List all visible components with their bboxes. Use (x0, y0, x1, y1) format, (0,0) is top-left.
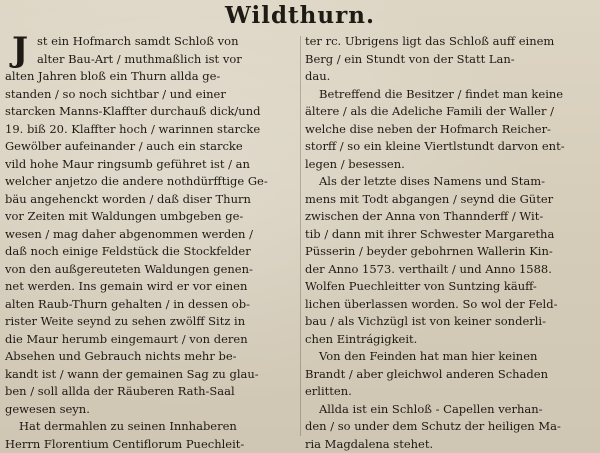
text-line: Wolfen Puechleitter von Suntzing käuff- (305, 279, 537, 293)
text-line: mens mit Todt abgangen / seynd die Güter (305, 191, 554, 206)
text-line: dau. (305, 69, 331, 83)
text-line: den / so under dem Schutz der heiligen Ma- (305, 419, 561, 433)
text-line: Gewölber aufeinander / auch ein starcke (5, 139, 243, 153)
text-line: daß noch einige Feldstück die Stockfelder (5, 244, 251, 258)
left-column (5, 30, 298, 453)
text-line: net werden. Ins gemain wird er vor einen (5, 279, 248, 293)
text-line: Hat dermahlen zu seinen Innhaberen (19, 419, 237, 433)
text-line: chen Eintrágigkeit. (305, 331, 418, 346)
column-divider (300, 36, 301, 436)
text-line: alten Raub-Thurn gehalten / in dessen ob- (5, 296, 250, 311)
text-line: lichen überlassen worden. So wol der Feld- (305, 296, 558, 311)
page-title: Wildthurn. (225, 2, 375, 29)
right-column (305, 33, 595, 453)
text-line: zwischen der Anna von Thannderff / Wit- (305, 209, 544, 223)
text-line: legen / besessen. (305, 156, 405, 171)
text-line: gewesen seyn. (5, 401, 90, 416)
text-line: vild hohe Maur ringsumb geführet ist / an (5, 156, 250, 171)
text-line: bäu angehenckt worden / daß diser Thurn (5, 191, 251, 206)
text-line: alter Bau-Art / muthmaßlich ist vor (37, 51, 242, 66)
text-line: Allda ist ein Schloß - Capellen verhan- (319, 401, 543, 416)
text-line: erlitten. (305, 384, 352, 398)
text-line: Herrn Florentium Centiflorum Puechleit- (5, 436, 245, 451)
decorated-initial: J (11, 30, 29, 70)
text-line: die Maur herumb eingemaurt / von deren (5, 331, 248, 346)
text-line: wesen / mag daher abgenommen werden / (5, 226, 253, 241)
text-line: 19. biß 20. Klaffter hoch / warinnen starcke (5, 121, 261, 136)
text-line: ter rc. Ubrigens ligt das Schloß auff einem (305, 34, 555, 48)
text-line: vor Zeiten mit Waldungen umbgeben ge- (5, 209, 244, 223)
text-line: st ein Hofmarch samdt Schloß von (37, 34, 239, 48)
text-line: ältere / als die Adeliche Famili der Waller / (305, 104, 555, 118)
text-line: standen / so noch sichtbar / und einer (5, 86, 226, 101)
text-line: welche dise neben der Hofmarch Reicher- (305, 121, 551, 136)
text-line: der Anno 1573. verthailt / und Anno 1588. (305, 261, 552, 276)
text-line: tib / dann mit ihrer Schwester Margaretha (305, 226, 555, 241)
text-line: Von den Feinden hat man hier keinen (319, 349, 538, 363)
text-line: ria Magdalena stehet. (305, 436, 434, 451)
text-line: Püsserin / beyder gebohrnen Wallerin Kin- (305, 244, 553, 258)
text-line: rister Weite seynd zu sehen zwölff Sitz in (5, 314, 246, 328)
text-line: bau / als Vichzügl ist von keiner sonderli- (305, 314, 546, 328)
text-line: von den außgereuteten Waldungen genen- (5, 261, 253, 276)
text-line: Absehen und Gebrauch nichts mehr be- (5, 349, 237, 363)
text-line: Brandt / aber gleichwol anderen Schaden (305, 366, 548, 381)
text-line: alten Jahren bloß ein Thurn allda ge- (5, 69, 221, 83)
text-line: starcken Manns-Klaffter durchauß dick/und (5, 104, 261, 118)
text-line: Als der letzte dises Namens und Stam- (319, 174, 545, 188)
text-line: kandt ist / wann der gemainen Sag zu glau- (5, 366, 259, 381)
text-line: ben / soll allda der Räuberen Rath-Saal (5, 384, 235, 398)
text-line: welcher anjetzo die andere nothdürfftige Ge- (5, 174, 268, 188)
text-line: Berg / ein Stundt von der Statt Lan- (305, 51, 515, 66)
text-line: storff / so ein kleine Viertlstundt darvon ent- (305, 139, 565, 153)
text-line: Betreffend die Besitzer / findet man keine (319, 86, 564, 101)
